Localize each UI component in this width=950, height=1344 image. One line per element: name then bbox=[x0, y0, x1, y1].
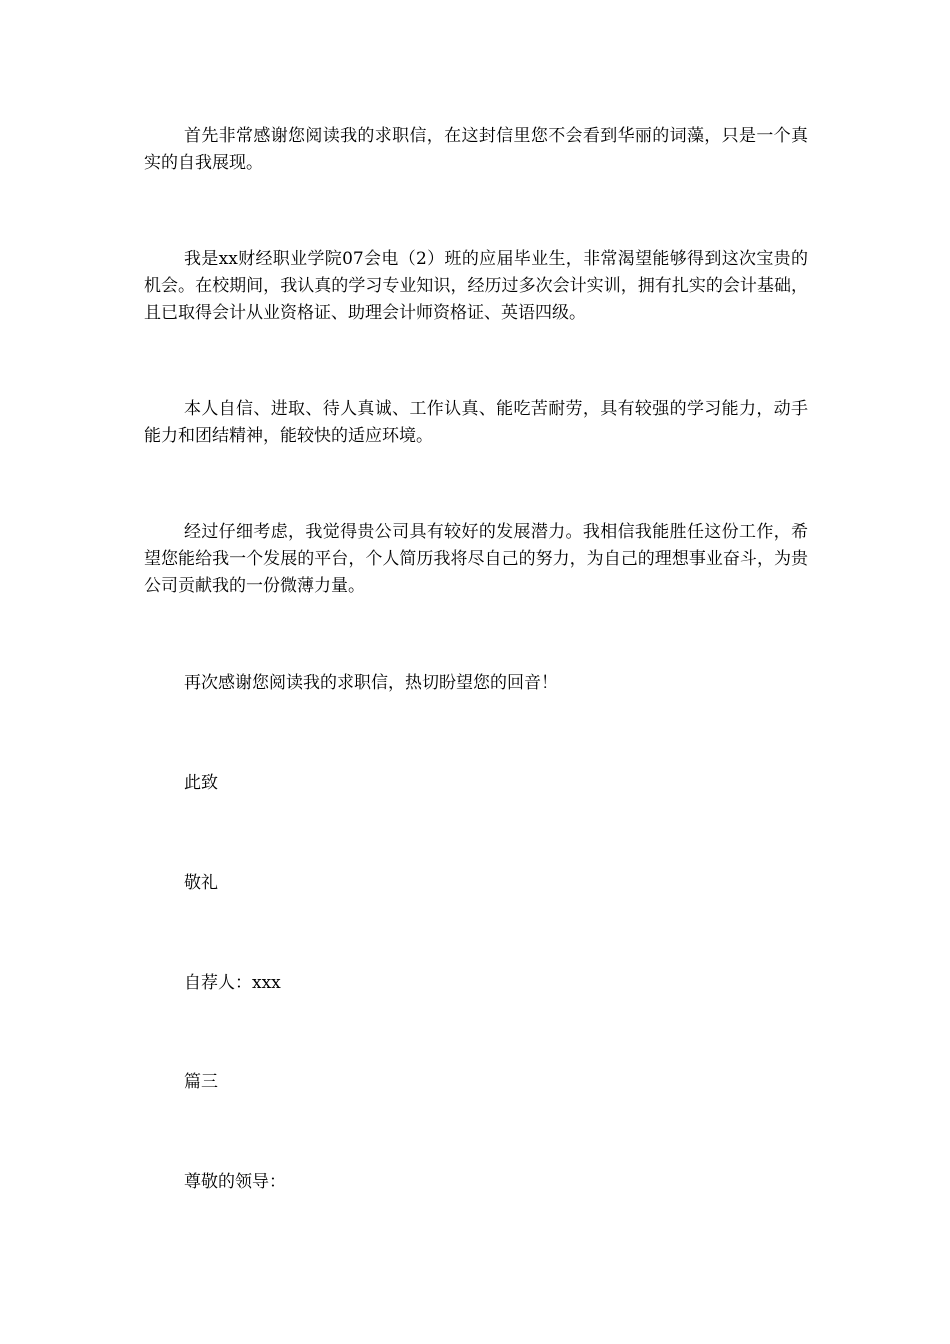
closing-2: 敬礼 bbox=[184, 873, 218, 893]
paragraph-4: 经过仔细考虑，我觉得贵公司具有较好的发展潜力。我相信我能胜任这份工作，希望您能给我一个发展的平台，个人简历我将尽自己的努力，为自己的理想事业奋斗，为贵公司贡献我的一份微薄力量。 bbox=[144, 522, 808, 596]
closing-1: 此致 bbox=[184, 773, 218, 793]
salutation: 尊敬的领导： bbox=[184, 1172, 286, 1192]
section-title: 篇三 bbox=[184, 1072, 218, 1092]
paragraph-5: 再次感谢您阅读我的求职信，热切盼望您的回音！ bbox=[184, 673, 558, 693]
paragraph-2: 我是xx财经职业学院07会电（2）班的应届毕业生，非常渴望能够得到这次宝贵的机会。在校期间，我认真的学习专业知识，经历过多次会计实训，拥有扎实的会计基础，且已取得会计从业资格证、助理会计师资格证、英语四级。 bbox=[144, 249, 808, 323]
paragraph-1: 首先非常感谢您阅读我的求职信，在这封信里您不会看到华丽的词藻，只是一个真实的自我展现。 bbox=[144, 126, 808, 173]
paragraph-3: 本人自信、进取、待人真诚、工作认真、能吃苦耐劳，具有较强的学习能力，动手能力和团结精神，能较快的适应环境。 bbox=[144, 399, 808, 446]
signature: 自荐人：xxx bbox=[184, 973, 281, 993]
